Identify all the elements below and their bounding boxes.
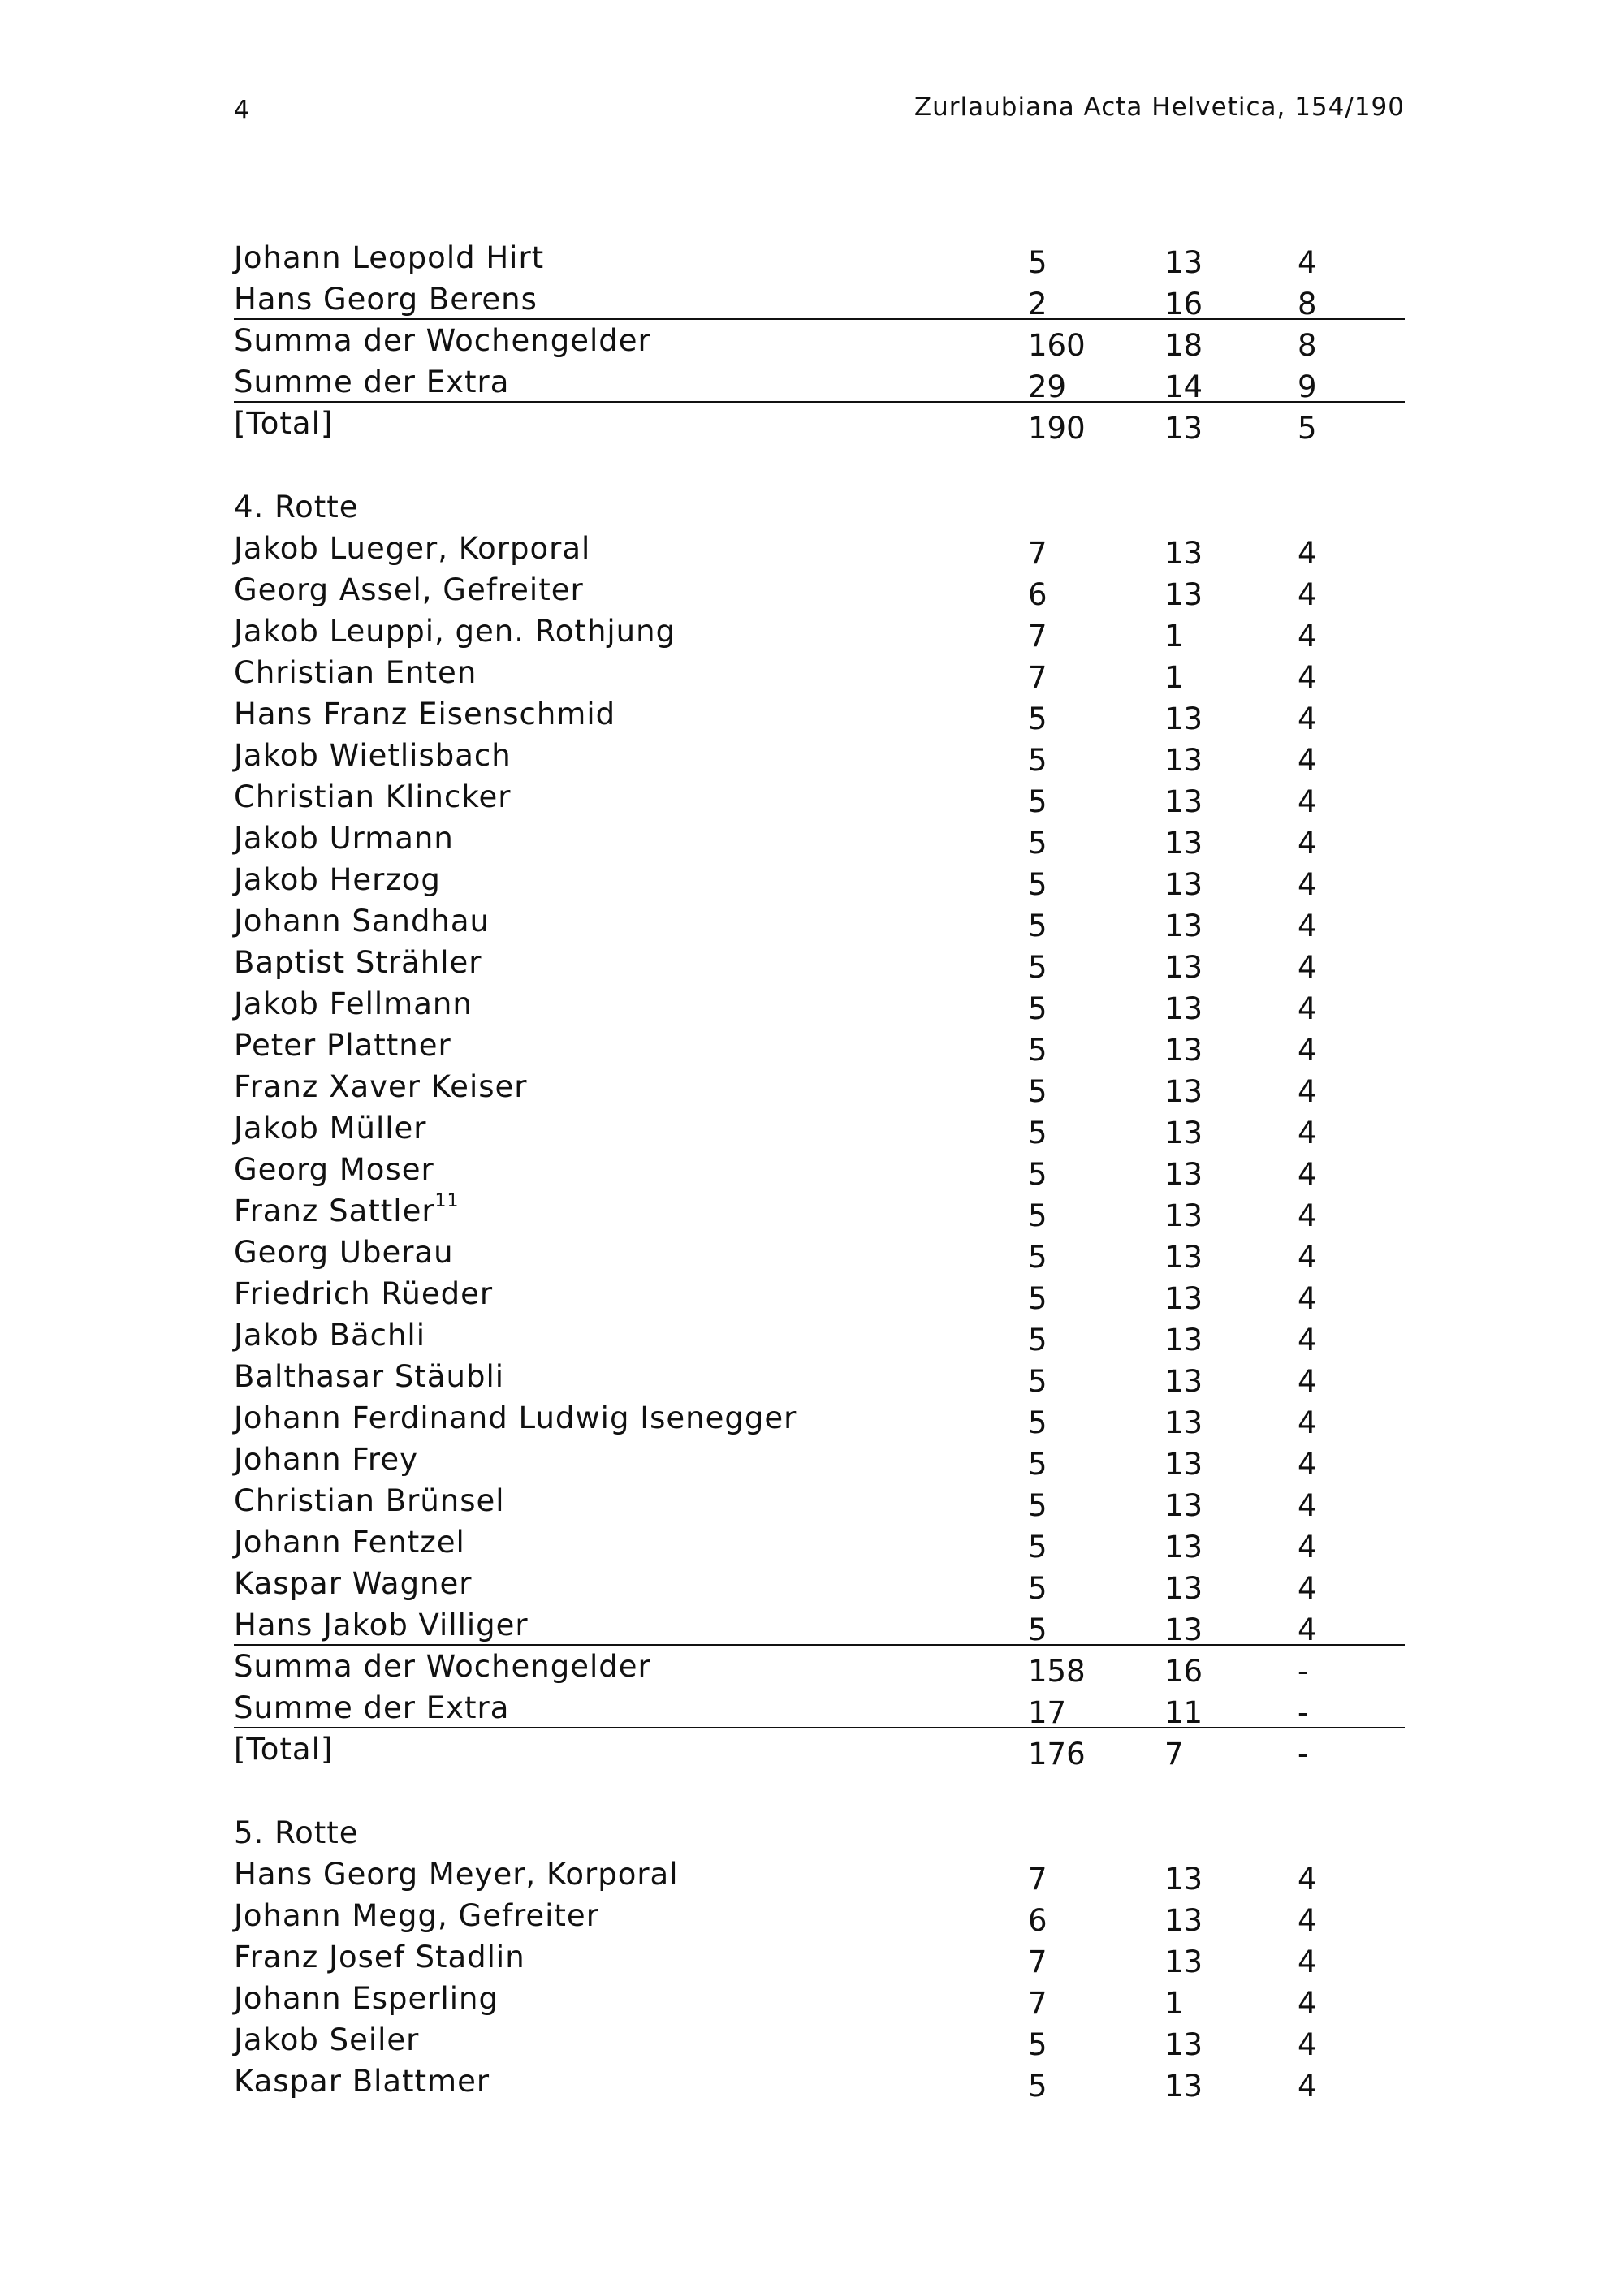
row-name bbox=[234, 776, 511, 818]
amount-c2: 13 bbox=[1164, 1862, 1203, 1897]
row-name-text: Jakob Urmann bbox=[234, 821, 454, 856]
amount-c3: 4 bbox=[1298, 1862, 1317, 1897]
row-name bbox=[234, 237, 544, 278]
amount-c3: 4 bbox=[1298, 577, 1317, 612]
amount-c1: 5 bbox=[1028, 701, 1047, 736]
amount-c2: 13 bbox=[1164, 826, 1203, 861]
amount-c3: 4 bbox=[1298, 536, 1317, 571]
row-name-text: Johann Sandhau bbox=[234, 904, 490, 939]
amount-c3: 4 bbox=[1298, 1903, 1317, 1938]
amount-c2: 13 bbox=[1164, 2027, 1203, 2062]
table-row bbox=[234, 818, 1405, 859]
amount-c3: - bbox=[1298, 1654, 1309, 1689]
row-name-text: Hans Franz Eisenschmid bbox=[234, 697, 616, 732]
table-row bbox=[234, 859, 1405, 900]
amount-c3: - bbox=[1298, 1737, 1309, 1772]
amount-c1: 160 bbox=[1028, 328, 1086, 363]
table-row bbox=[234, 1521, 1405, 1563]
table-row bbox=[234, 320, 1405, 361]
amount-c2: 13 bbox=[1164, 1612, 1203, 1647]
amount-c1: 17 bbox=[1028, 1695, 1067, 1730]
row-name-text: Jakob Leuppi, gen. Rothjung bbox=[234, 614, 676, 649]
row-name-text: Franz Sattler bbox=[234, 1193, 435, 1228]
amount-c3: 4 bbox=[1298, 867, 1317, 902]
amount-c3: 4 bbox=[1298, 619, 1317, 654]
amount-c3: 4 bbox=[1298, 2027, 1317, 2062]
table-row bbox=[234, 1646, 1405, 1687]
amount-c1: 7 bbox=[1028, 536, 1047, 571]
table-row bbox=[234, 1356, 1405, 1397]
amount-c2: 13 bbox=[1164, 1364, 1203, 1399]
amount-c2: 13 bbox=[1164, 2069, 1203, 2104]
row-name bbox=[234, 1812, 359, 1854]
amount-c2: 13 bbox=[1164, 1240, 1203, 1275]
row-name-text: Summa der Wochengelder bbox=[234, 1649, 651, 1684]
table-row bbox=[234, 1728, 1405, 1770]
table-row bbox=[234, 942, 1405, 983]
row-name-text: Summe der Extra bbox=[234, 365, 510, 399]
table-row bbox=[234, 237, 1405, 278]
table-row bbox=[234, 1190, 1405, 1232]
table-row bbox=[234, 2019, 1405, 2061]
row-name bbox=[234, 403, 333, 444]
row-name-text: Christian Enten bbox=[234, 655, 477, 690]
amount-c1: 29 bbox=[1028, 369, 1067, 404]
amount-c2: 13 bbox=[1164, 1571, 1203, 1606]
row-name bbox=[234, 611, 676, 652]
table-row bbox=[234, 1025, 1405, 1066]
amount-c2: 18 bbox=[1164, 328, 1203, 363]
amount-c2: 16 bbox=[1164, 1654, 1203, 1689]
row-name bbox=[234, 983, 473, 1025]
row-name-text: Georg Assel, Gefreiter bbox=[234, 572, 584, 607]
row-name bbox=[234, 735, 512, 776]
row-name bbox=[234, 1066, 527, 1107]
row-name bbox=[234, 2061, 490, 2102]
amount-c1: 7 bbox=[1028, 1944, 1047, 1979]
row-name bbox=[234, 1356, 504, 1397]
table-row bbox=[234, 735, 1405, 776]
amount-c2: 13 bbox=[1164, 950, 1203, 985]
row-name bbox=[234, 1314, 425, 1356]
row-name-text: Johann Megg, Gefreiter bbox=[234, 1898, 599, 1933]
table-row bbox=[234, 2061, 1405, 2102]
table-row bbox=[234, 1439, 1405, 1480]
amount-c1: 5 bbox=[1028, 1571, 1047, 1606]
row-name bbox=[234, 1107, 427, 1149]
amount-c1: 5 bbox=[1028, 950, 1047, 985]
amount-c2: 1 bbox=[1164, 1986, 1184, 2021]
table-row bbox=[234, 361, 1405, 403]
row-name bbox=[234, 859, 441, 900]
table-row bbox=[234, 693, 1405, 735]
amount-c1: 6 bbox=[1028, 577, 1047, 612]
amount-c3: 4 bbox=[1298, 1033, 1317, 1068]
amount-c1: 5 bbox=[1028, 1364, 1047, 1399]
amount-c3: - bbox=[1298, 1695, 1309, 1730]
row-name bbox=[234, 900, 490, 942]
row-name-text: Johann Fentzel bbox=[234, 1525, 465, 1560]
row-name-text: Jakob Herzog bbox=[234, 862, 441, 897]
amount-c1: 2 bbox=[1028, 287, 1047, 322]
footnote-marker: 11 bbox=[434, 1191, 460, 1211]
amount-c2: 13 bbox=[1164, 743, 1203, 778]
amount-c3: 4 bbox=[1298, 1323, 1317, 1357]
row-name bbox=[234, 320, 651, 361]
table-row bbox=[234, 528, 1405, 569]
row-name bbox=[234, 1978, 499, 2019]
table-row bbox=[234, 1480, 1405, 1521]
row-name-text: Johann Leopold Hirt bbox=[234, 240, 545, 275]
amount-c1: 5 bbox=[1028, 1157, 1047, 1192]
table-row bbox=[234, 776, 1405, 818]
amount-c2: 13 bbox=[1164, 1157, 1203, 1192]
amount-c1: 7 bbox=[1028, 619, 1047, 654]
amount-c3: 4 bbox=[1298, 991, 1317, 1026]
row-name-text: 5. Rotte bbox=[234, 1815, 359, 1850]
amount-c1: 5 bbox=[1028, 1240, 1047, 1275]
row-name bbox=[234, 1728, 333, 1770]
row-name-text: Jakob Fellmann bbox=[234, 986, 473, 1021]
row-name bbox=[234, 818, 454, 859]
table-row bbox=[234, 1066, 1405, 1107]
amount-c1: 158 bbox=[1028, 1654, 1086, 1689]
amount-c2: 13 bbox=[1164, 1116, 1203, 1150]
row-name-text: Georg Uberau bbox=[234, 1235, 454, 1270]
amount-c2: 13 bbox=[1164, 1323, 1203, 1357]
amount-c1: 5 bbox=[1028, 826, 1047, 861]
row-name bbox=[234, 1895, 599, 1936]
row-name-text: Hans Georg Meyer, Korporal bbox=[234, 1857, 679, 1892]
row-name bbox=[234, 1273, 493, 1314]
row-name-text: Kaspar Blattmer bbox=[234, 2064, 490, 2099]
amount-c2: 13 bbox=[1164, 1281, 1203, 1316]
amount-c1: 5 bbox=[1028, 1323, 1047, 1357]
amount-c1: 5 bbox=[1028, 743, 1047, 778]
amount-c3: 4 bbox=[1298, 1364, 1317, 1399]
row-name-text: Georg Moser bbox=[234, 1152, 434, 1187]
row-name-text: Jakob Müller bbox=[234, 1111, 427, 1146]
row-name-text: Summe der Extra bbox=[234, 1690, 510, 1725]
amount-c3: 8 bbox=[1298, 328, 1317, 363]
amount-c3: 4 bbox=[1298, 908, 1317, 943]
amount-c2: 1 bbox=[1164, 660, 1184, 695]
amount-c1: 5 bbox=[1028, 1530, 1047, 1564]
amount-c3: 4 bbox=[1298, 1612, 1317, 1647]
row-name bbox=[234, 1439, 418, 1480]
row-name bbox=[234, 1604, 529, 1646]
amount-c1: 5 bbox=[1028, 2069, 1047, 2104]
row-name-text: 4. Rotte bbox=[234, 490, 359, 524]
amount-c1: 5 bbox=[1028, 1116, 1047, 1150]
amount-c2: 13 bbox=[1164, 1405, 1203, 1440]
amount-c1: 5 bbox=[1028, 1033, 1047, 1068]
amount-c1: 7 bbox=[1028, 1986, 1047, 2021]
table-row bbox=[234, 1273, 1405, 1314]
row-name bbox=[234, 1646, 651, 1687]
section-spacer bbox=[234, 1770, 1405, 1812]
row-name-text: Balthasar Stäubli bbox=[234, 1359, 505, 1394]
amount-c2: 13 bbox=[1164, 1903, 1203, 1938]
row-name-text: Franz Xaver Keiser bbox=[234, 1069, 528, 1104]
row-name bbox=[234, 361, 509, 403]
row-name bbox=[234, 1936, 525, 1978]
amount-c1: 5 bbox=[1028, 1198, 1047, 1233]
row-name-text: Baptist Strähler bbox=[234, 945, 482, 980]
amount-c1: 5 bbox=[1028, 908, 1047, 943]
amount-c2: 13 bbox=[1164, 1488, 1203, 1523]
amount-c3: 9 bbox=[1298, 369, 1317, 404]
amount-c3: 4 bbox=[1298, 701, 1317, 736]
amount-c3: 4 bbox=[1298, 1281, 1317, 1316]
table-row bbox=[234, 1149, 1405, 1190]
amount-c3: 4 bbox=[1298, 743, 1317, 778]
amount-c1: 6 bbox=[1028, 1903, 1047, 1938]
row-name-text: Johann Ferdinand Ludwig Isenegger bbox=[234, 1400, 797, 1435]
table-row bbox=[234, 1397, 1405, 1439]
row-name bbox=[234, 1149, 434, 1190]
amount-c2: 13 bbox=[1164, 784, 1203, 819]
amount-c3: 4 bbox=[1298, 1116, 1317, 1150]
amount-c2: 13 bbox=[1164, 536, 1203, 571]
amount-c1: 7 bbox=[1028, 660, 1047, 695]
amount-c2: 13 bbox=[1164, 1198, 1203, 1233]
amount-c1: 5 bbox=[1028, 867, 1047, 902]
amount-c2: 13 bbox=[1164, 411, 1203, 446]
row-name-text: Christian Klincker bbox=[234, 779, 512, 814]
row-name-text: Johann Esperling bbox=[234, 1981, 499, 2016]
amount-c2: 13 bbox=[1164, 245, 1203, 280]
row-name bbox=[234, 528, 590, 569]
row-name bbox=[234, 1397, 797, 1439]
row-name bbox=[234, 693, 615, 735]
row-name bbox=[234, 569, 584, 611]
row-name-text: Jakob Bächli bbox=[234, 1318, 425, 1353]
table-row bbox=[234, 1936, 1405, 1978]
payroll-table bbox=[234, 237, 1405, 2102]
amount-c2: 13 bbox=[1164, 991, 1203, 1026]
row-name-text: Peter Plattner bbox=[234, 1028, 451, 1063]
amount-c3: 4 bbox=[1298, 1571, 1317, 1606]
table-row bbox=[234, 1563, 1405, 1604]
amount-c3: 4 bbox=[1298, 1074, 1317, 1109]
amount-c3: 4 bbox=[1298, 1198, 1317, 1233]
table-row bbox=[234, 611, 1405, 652]
row-name-text: Franz Josef Stadlin bbox=[234, 1940, 525, 1974]
row-name bbox=[234, 278, 538, 320]
amount-c1: 5 bbox=[1028, 1405, 1047, 1440]
amount-c3: 4 bbox=[1298, 784, 1317, 819]
row-name-text: Jakob Seiler bbox=[234, 2022, 420, 2057]
amount-c3: 4 bbox=[1298, 1240, 1317, 1275]
amount-c3: 4 bbox=[1298, 1447, 1317, 1482]
amount-c2: 13 bbox=[1164, 1447, 1203, 1482]
amount-c3: 8 bbox=[1298, 287, 1317, 322]
row-name-text: Kaspar Wagner bbox=[234, 1566, 473, 1601]
table-row bbox=[234, 900, 1405, 942]
section-spacer bbox=[234, 444, 1405, 486]
row-name bbox=[234, 1480, 505, 1521]
table-row bbox=[234, 1232, 1405, 1273]
row-name bbox=[234, 1563, 473, 1604]
amount-c2: 11 bbox=[1164, 1695, 1203, 1730]
amount-c2: 13 bbox=[1164, 577, 1203, 612]
amount-c3: 4 bbox=[1298, 1488, 1317, 1523]
amount-c3: 4 bbox=[1298, 826, 1317, 861]
amount-c1: 5 bbox=[1028, 991, 1047, 1026]
amount-c2: 7 bbox=[1164, 1737, 1184, 1772]
table-row bbox=[234, 1687, 1405, 1728]
row-name-text: Hans Jakob Villiger bbox=[234, 1608, 529, 1642]
amount-c1: 5 bbox=[1028, 1281, 1047, 1316]
table-row bbox=[234, 1978, 1405, 2019]
amount-c2: 16 bbox=[1164, 287, 1203, 322]
amount-c2: 13 bbox=[1164, 908, 1203, 943]
amount-c3: 4 bbox=[1298, 1530, 1317, 1564]
amount-c1: 5 bbox=[1028, 245, 1047, 280]
amount-c1: 5 bbox=[1028, 1488, 1047, 1523]
amount-c2: 13 bbox=[1164, 1530, 1203, 1564]
row-name bbox=[234, 652, 477, 693]
row-name bbox=[234, 1190, 460, 1232]
table-row bbox=[234, 1812, 1405, 1854]
amount-c1: 5 bbox=[1028, 1612, 1047, 1647]
row-name-text: Jakob Lueger, Korporal bbox=[234, 531, 591, 566]
amount-c2: 14 bbox=[1164, 369, 1203, 404]
amount-c3: 4 bbox=[1298, 245, 1317, 280]
amount-c2: 13 bbox=[1164, 1033, 1203, 1068]
row-name bbox=[234, 1687, 509, 1728]
amount-c1: 5 bbox=[1028, 1074, 1047, 1109]
amount-c3: 4 bbox=[1298, 660, 1317, 695]
amount-c3: 4 bbox=[1298, 1944, 1317, 1979]
amount-c3: 4 bbox=[1298, 1157, 1317, 1192]
row-name bbox=[234, 1025, 451, 1066]
row-name-text: Johann Frey bbox=[234, 1442, 418, 1477]
table-row bbox=[234, 278, 1405, 320]
table-row bbox=[234, 486, 1405, 528]
amount-c2: 13 bbox=[1164, 701, 1203, 736]
amount-c3: 4 bbox=[1298, 1405, 1317, 1440]
table-row bbox=[234, 1604, 1405, 1646]
amount-c1: 5 bbox=[1028, 784, 1047, 819]
table-row bbox=[234, 569, 1405, 611]
row-name-text: [Total] bbox=[234, 1732, 334, 1767]
amount-c3: 5 bbox=[1298, 411, 1317, 446]
amount-c2: 13 bbox=[1164, 867, 1203, 902]
row-name-text: Summa der Wochengelder bbox=[234, 323, 651, 358]
row-name-text: Christian Brünsel bbox=[234, 1483, 505, 1518]
row-name-text: Friedrich Rüeder bbox=[234, 1276, 494, 1311]
amount-c2: 1 bbox=[1164, 619, 1184, 654]
amount-c3: 4 bbox=[1298, 1986, 1317, 2021]
row-name-text: Hans Georg Berens bbox=[234, 282, 538, 317]
amount-c2: 13 bbox=[1164, 1074, 1203, 1109]
amount-c1: 190 bbox=[1028, 411, 1086, 446]
table-row bbox=[234, 403, 1405, 444]
table-row bbox=[234, 1895, 1405, 1936]
row-name bbox=[234, 486, 359, 528]
row-name bbox=[234, 2019, 419, 2061]
row-name bbox=[234, 1521, 465, 1563]
table-row bbox=[234, 1854, 1405, 1895]
table-row bbox=[234, 983, 1405, 1025]
page-number: 4 bbox=[234, 96, 250, 124]
row-name bbox=[234, 1232, 454, 1273]
table-row bbox=[234, 652, 1405, 693]
row-name-text: Jakob Wietlisbach bbox=[234, 738, 512, 773]
amount-c3: 4 bbox=[1298, 950, 1317, 985]
table-row bbox=[234, 1314, 1405, 1356]
row-name bbox=[234, 942, 482, 983]
running-title: Zurlaubiana Acta Helvetica, 154/190 bbox=[914, 93, 1405, 122]
row-name-text: [Total] bbox=[234, 406, 334, 441]
amount-c3: 4 bbox=[1298, 2069, 1317, 2104]
amount-c1: 5 bbox=[1028, 2027, 1047, 2062]
amount-c1: 7 bbox=[1028, 1862, 1047, 1897]
amount-c1: 5 bbox=[1028, 1447, 1047, 1482]
row-name bbox=[234, 1854, 679, 1895]
amount-c1: 176 bbox=[1028, 1737, 1086, 1772]
table-row bbox=[234, 1107, 1405, 1149]
amount-c2: 13 bbox=[1164, 1944, 1203, 1979]
